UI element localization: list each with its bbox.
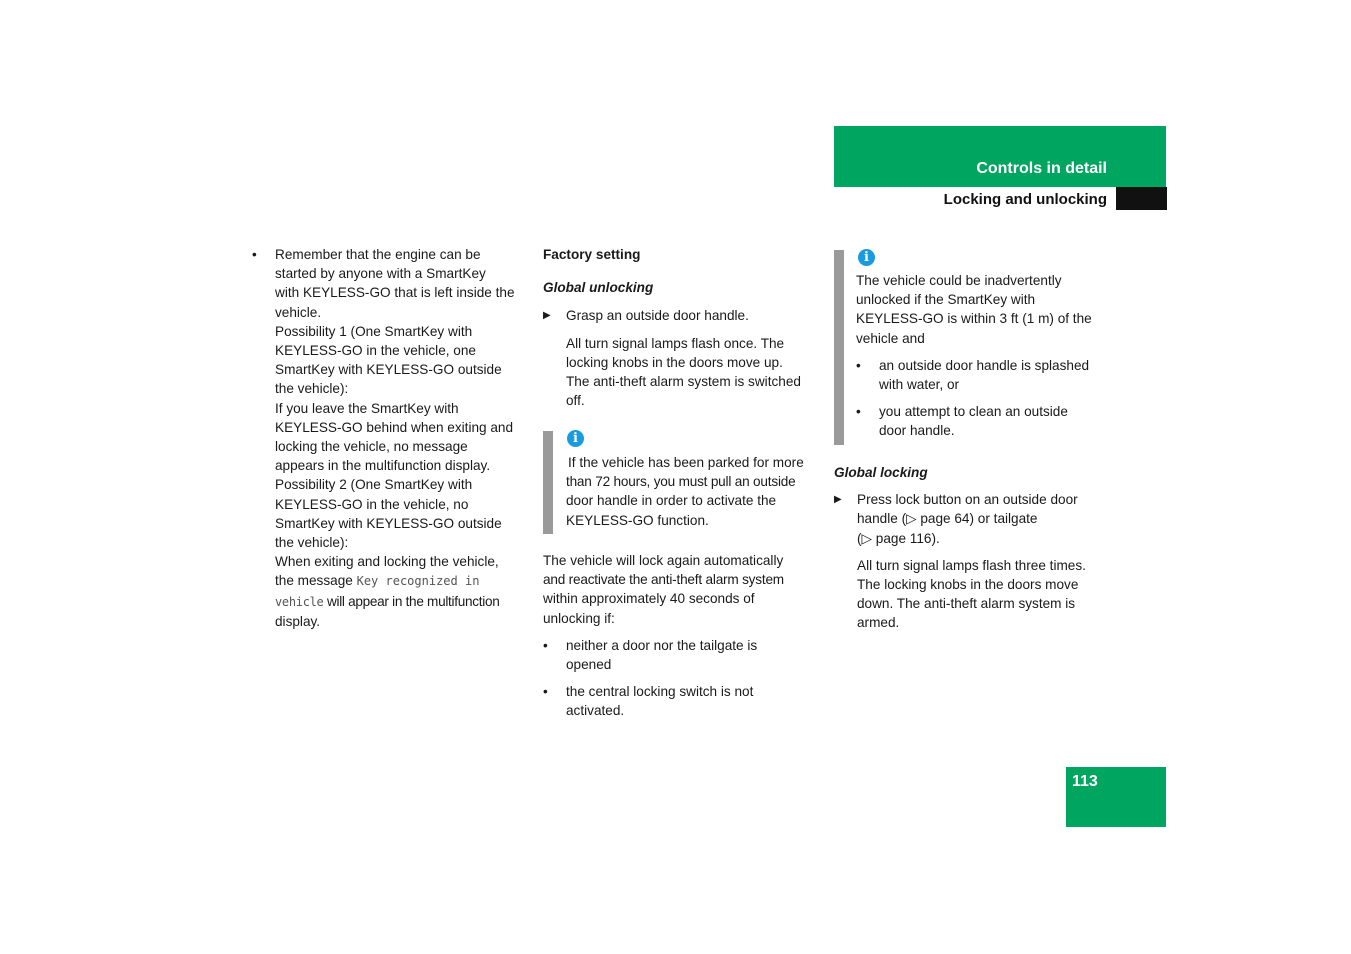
info-icon: i xyxy=(858,249,875,266)
info-note xyxy=(834,250,1114,445)
list-item xyxy=(252,245,532,631)
note-text xyxy=(856,271,1116,441)
text-line: Possibility 1 (One SmartKey with xyxy=(275,323,473,339)
instruction-step xyxy=(834,490,1124,548)
text-line: down. The anti-theft alarm system is xyxy=(857,596,1076,612)
column-2-lower xyxy=(543,551,823,721)
step-result xyxy=(834,556,1124,633)
subsection-title: Locking and unlocking xyxy=(943,191,1107,208)
text-line: The vehicle will lock again automatically xyxy=(543,553,784,568)
text-line: SmartKey with KEYLESS-GO outside xyxy=(275,515,502,531)
bullet-marker: • xyxy=(252,247,257,262)
text-line: vehicle. xyxy=(275,304,322,320)
text-line: display. xyxy=(275,613,321,629)
bullet-marker: • xyxy=(856,357,861,373)
text-line xyxy=(275,592,532,612)
display-message-code: Key recognized in xyxy=(356,574,480,589)
text-line: within approximately 40 seconds of xyxy=(543,591,755,607)
text-line: unlocking if: xyxy=(543,610,615,626)
text-line: locking the vehicle, no message xyxy=(275,439,468,455)
text-line: unlocked if the SmartKey with xyxy=(856,292,1036,308)
text-line: vehicle and xyxy=(856,330,925,346)
text-line: KEYLESS-GO is within 3 ft (1 m) of the xyxy=(856,311,1092,327)
text-line: started by anyone with a SmartKey xyxy=(275,266,486,282)
text-line: the vehicle): xyxy=(275,535,349,551)
text-line: Possibility 2 (One SmartKey with xyxy=(275,477,473,493)
section-title: Controls in detail xyxy=(976,160,1107,177)
step-text: Grasp an outside door handle. xyxy=(566,308,749,324)
text-line: appears in the multifunction display. xyxy=(275,458,491,474)
list-item xyxy=(856,402,1116,440)
list-item xyxy=(543,636,823,674)
text-span: will appear in the multifunction xyxy=(323,593,500,609)
text-line xyxy=(275,571,532,591)
text-line: KEYLESS-GO in the vehicle, one xyxy=(275,343,476,359)
column-1 xyxy=(252,245,532,631)
text-line: with KEYLESS-GO that is left inside the xyxy=(275,285,515,301)
text-line: The vehicle could be inadvertently xyxy=(856,273,1062,288)
text-line: neither a door nor the tailgate is xyxy=(566,637,758,653)
text-span: the message xyxy=(275,573,357,589)
note-bar xyxy=(834,250,844,445)
text-line: KEYLESS-GO behind when exiting and xyxy=(275,419,514,435)
text-line: All turn signal lamps flash once. The xyxy=(566,335,785,351)
list-item xyxy=(543,682,823,720)
text-line: If you leave the SmartKey with xyxy=(275,400,459,416)
info-note xyxy=(543,431,823,534)
global-locking-heading: Global locking xyxy=(834,465,928,480)
bullet-marker: • xyxy=(543,684,548,700)
text-line: door handle in order to activate the xyxy=(566,493,777,509)
page-number: 113 xyxy=(1072,773,1098,790)
instruction-step xyxy=(543,306,823,325)
display-message-code: vehicle xyxy=(275,594,324,609)
text-line: the central locking switch is not xyxy=(566,684,754,700)
text-line: armed. xyxy=(857,615,900,631)
text-line: SmartKey with KEYLESS-GO outside xyxy=(275,362,502,378)
factory-setting-heading: Factory setting xyxy=(543,247,641,262)
bullet-marker: • xyxy=(856,404,861,420)
text-line: When exiting and locking the vehicle, xyxy=(275,554,499,570)
header-black-tab xyxy=(1116,187,1167,210)
text-line: If the vehicle has been parked for more xyxy=(568,455,804,470)
text-line: The locking knobs in the doors move xyxy=(857,577,1079,593)
step-result xyxy=(543,334,823,411)
text-line: and reactivate the anti-theft alarm system xyxy=(543,572,784,588)
text-line: handle (▷ page 64) or tailgate xyxy=(857,511,1038,527)
note-text xyxy=(566,453,826,530)
list-item xyxy=(856,356,1116,394)
note-bar xyxy=(543,431,553,534)
text-line: The anti-theft alarm system is switched xyxy=(566,374,801,390)
text-line: locking knobs in the doors move up. xyxy=(566,354,783,370)
global-unlocking-heading: Global unlocking xyxy=(543,280,654,296)
info-icon: i xyxy=(567,430,584,447)
arrow-icon: ▶ xyxy=(834,494,842,506)
text-line: activated. xyxy=(566,703,625,719)
text-line: off. xyxy=(566,393,585,409)
text-line: an outside door handle is splashed xyxy=(879,357,1090,373)
text-line: the vehicle): xyxy=(275,381,349,397)
bullet-marker: • xyxy=(543,637,548,653)
text-line: Remember that the engine can be xyxy=(275,247,481,262)
column-3-lower xyxy=(834,463,1124,633)
text-line: KEYLESS-GO in the vehicle, no xyxy=(275,496,469,512)
text-line: KEYLESS-GO function. xyxy=(566,512,709,528)
text-line: Press lock button on an outside door xyxy=(857,492,1078,508)
column-2 xyxy=(543,245,823,410)
text-line: All turn signal lamps flash three times. xyxy=(857,557,1086,573)
text-line: (▷ page 116). xyxy=(857,530,940,546)
text-line: with water, or xyxy=(879,377,960,393)
text-line: you attempt to clean an outside xyxy=(879,404,1068,420)
arrow-icon: ▶ xyxy=(543,310,551,322)
text-line: door handle. xyxy=(879,423,955,439)
text-line: than 72 hours, you must pull an outside xyxy=(566,474,796,490)
text-line: opened xyxy=(566,657,612,673)
